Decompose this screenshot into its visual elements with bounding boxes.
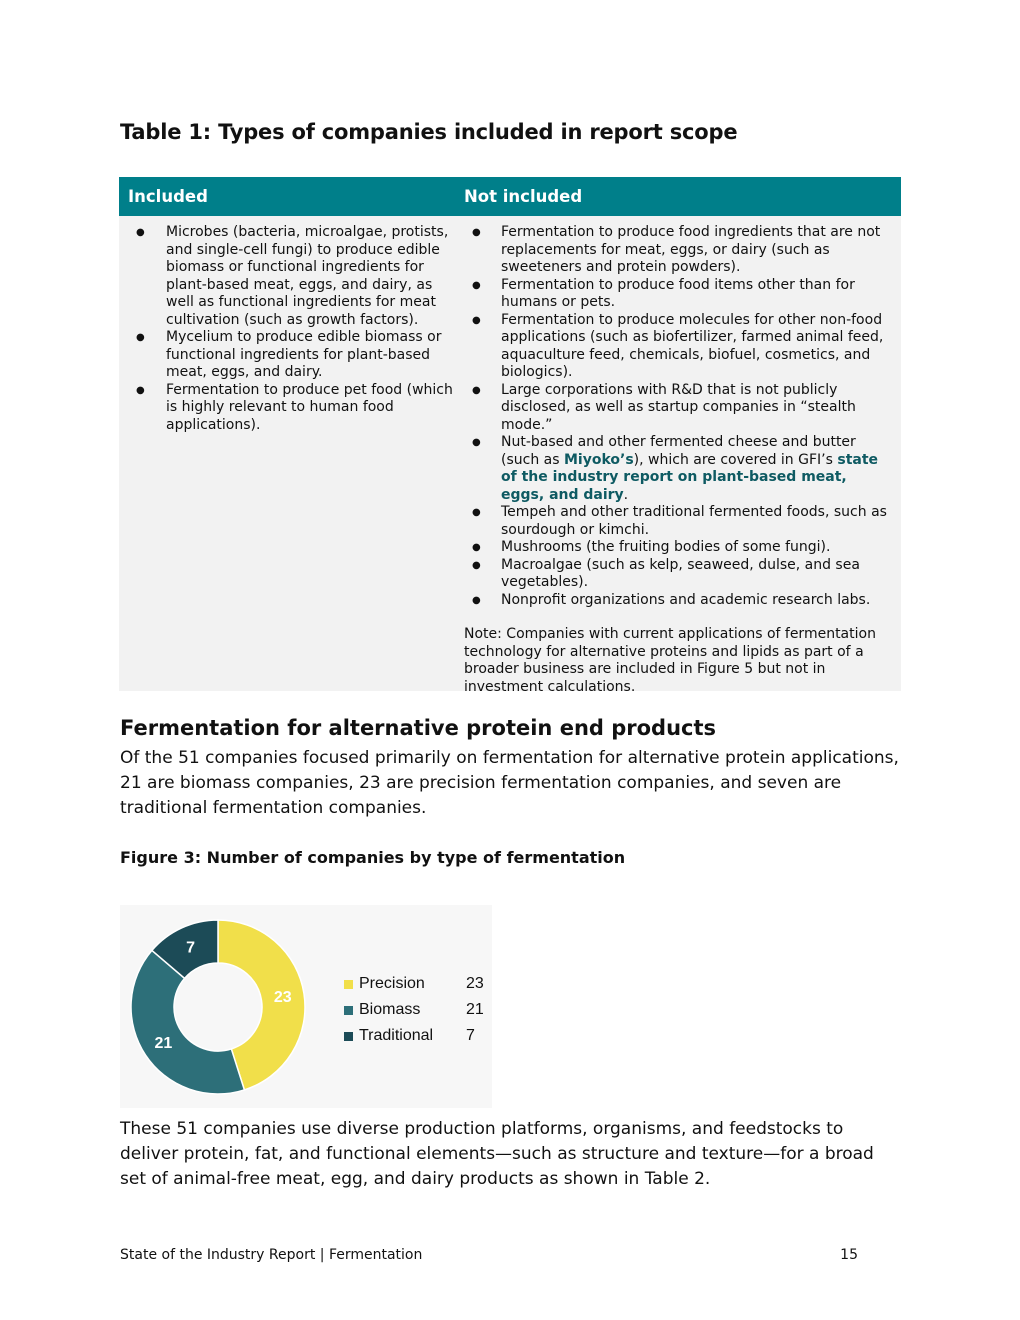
figure-title: Figure 3: Number of companies by type of fermentation: [120, 848, 626, 867]
list-item: ● Fermentation to produce food ingredients that are not replacements for meat, eggs, or dairy (such as sweeteners and protein powders).: [464, 224, 901, 277]
slice-label-biomass: 21: [154, 1035, 173, 1053]
legend-label: Traditional: [359, 1027, 434, 1044]
list-item: ● Large corporations with R&D that is not publicly disclosed, as well as startup companies in “stealth mode.”: [464, 382, 901, 435]
not-included-list: [464, 224, 901, 609]
list-item: ● Fermentation to produce food items other than for humans or pets.: [464, 277, 901, 312]
miyokos-link[interactable]: Miyoko’s: [563, 451, 634, 468]
legend-value: 7: [466, 1027, 475, 1044]
slice-label-precision: 23: [273, 988, 292, 1006]
table-title: Table 1: Types of companies included in report scope: [120, 120, 738, 144]
not-included-column: [464, 216, 901, 695]
page-footer: [120, 1247, 858, 1263]
legend-label: Biomass: [359, 1001, 421, 1018]
list-item: ● Nonprofit organizations and academic research labs.: [464, 592, 901, 610]
item-text: Nut-based and other fermented cheese and butter (such as: [501, 434, 856, 468]
donut-chart: [120, 905, 492, 1108]
plant-based-report-link[interactable]: state of the industry report on plant-based meat, eggs, and dairy: [501, 451, 879, 503]
list-item: ● Mycelium to produce edible biomass or functional ingredients for plant-based meat, eggs, and dairy.: [119, 329, 464, 382]
legend-item-traditional: [344, 1023, 484, 1049]
legend-value: 23: [466, 975, 484, 992]
scope-table: [119, 177, 901, 695]
included-column: [119, 216, 464, 691]
donut-svg: [120, 905, 340, 1108]
list-item: ● Mushrooms (the fruiting bodies of some fungi).: [464, 539, 901, 557]
legend-item-precision: [344, 971, 484, 997]
page-number: 15: [840, 1247, 858, 1263]
table-body-row: [119, 216, 901, 695]
item-text: ), which are covered in GFI’s: [633, 451, 838, 468]
legend-swatch: [344, 1006, 353, 1015]
paragraph-2: These 51 companies use diverse production platforms, organisms, and feedstocks to deliver protein, fat, and functional elements—such as structure and texture—for a broad set of animal-free meat, egg, and dairy products as shown in Table 2.: [120, 1119, 874, 1189]
header-included: Included: [128, 187, 208, 206]
list-item: ● Tempeh and other traditional fermented foods, such as sourdough or kimchi.: [464, 504, 901, 539]
list-item: ● Microbes (bacteria, microalgae, protists, and single-cell fungi) to produce edible biomass or functional ingredients for plant-based meat, eggs, and dairy, as well as functional ingredients for meat cultivation (such as growth factors).: [119, 224, 464, 329]
list-item: ● Macroalgae (such as kelp, seaweed, dulse, and sea vegetables).: [464, 557, 901, 592]
included-list: [119, 224, 464, 434]
legend-value: 21: [466, 1001, 484, 1018]
header-not-included: Not included: [464, 187, 583, 206]
slice-label-traditional: 7: [186, 939, 196, 957]
list-item: ● Fermentation to produce pet food (which is highly relevant to human food applications).: [119, 382, 464, 435]
paragraph-1: Of the 51 companies focused primarily on fermentation for alternative protein applications, 21 are biomass companies, 23 are precision fermentation companies, and seven are traditional fermentation companies.: [120, 748, 899, 818]
list-item: [464, 434, 901, 504]
footer-title: State of the Industry Report | Fermentation: [120, 1247, 423, 1263]
table-note: Note: Companies with current applications of fermentation technology for alternative proteins and lipids as part of a broader business are included in Figure 5 but not in investment calculations.: [464, 626, 876, 695]
legend-swatch: [344, 980, 353, 989]
list-item: ● Fermentation to produce molecules for other non-food applications (such as biofertilizer, farmed animal feed, aquaculture feed, chemicals, biofuel, cosmetics, and biologics).: [464, 312, 901, 382]
legend-item-biomass: [344, 997, 484, 1023]
legend-label: Precision: [359, 975, 425, 992]
item-text: .: [623, 486, 629, 503]
chart-legend: [344, 971, 484, 1049]
table-header-row: [119, 177, 901, 216]
section-heading: Fermentation for alternative protein end products: [120, 716, 717, 740]
legend-swatch: [344, 1032, 353, 1041]
